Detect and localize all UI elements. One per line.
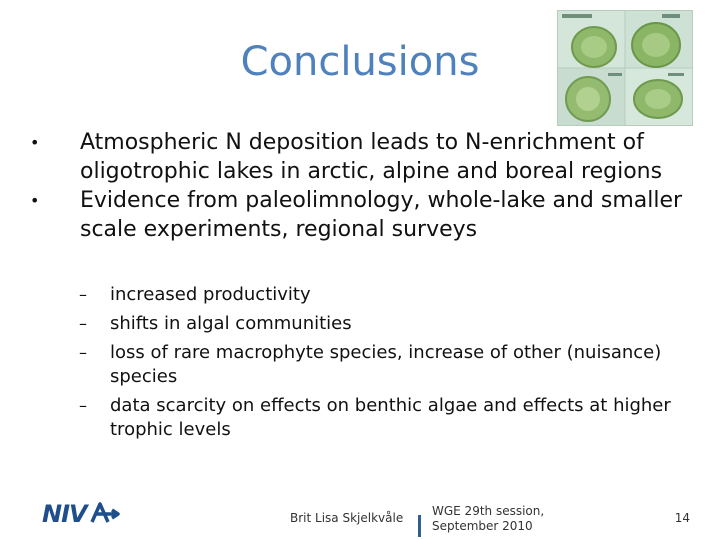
- sub-bullet-list: [0, 283, 690, 447]
- sub-bullet-text: loss of rare macrophyte species, increase of other (nuisance) species: [110, 342, 662, 387]
- bullet-text: Atmospheric N deposition leads to N-enrichment of oligotrophic lakes in arctic, alpine and boreal regions: [80, 130, 663, 184]
- slide-title: Conclusions: [240, 39, 480, 85]
- footer-author: Brit Lisa Skjelkvåle: [290, 511, 404, 525]
- sub-bullet-item: [0, 394, 690, 442]
- bullet-text: Evidence from paleolimnology, whole-lake and smaller scale experiments, regional surveys: [80, 188, 683, 242]
- bullet-glyph: •: [30, 133, 40, 152]
- footer-divider: [418, 515, 421, 537]
- algae-micrograph-image: [557, 10, 693, 126]
- dash-glyph: –: [79, 343, 87, 362]
- bullet-item: [0, 128, 700, 186]
- svg-text:NIV: NIV: [42, 500, 87, 528]
- bullet-glyph: •: [30, 191, 40, 210]
- footer-event: WGE 29th session, September 2010: [432, 504, 545, 533]
- dash-glyph: –: [79, 314, 87, 333]
- sub-bullet-item: [0, 283, 690, 307]
- bullet-item: [0, 186, 700, 244]
- dash-glyph: –: [79, 285, 87, 304]
- sub-bullet-text: increased productivity: [110, 284, 311, 305]
- dash-glyph: –: [79, 396, 87, 415]
- sub-bullet-item: [0, 341, 690, 389]
- sub-bullet-item: [0, 312, 690, 336]
- page-number: 14: [674, 511, 690, 525]
- sub-bullet-text: shifts in algal communities: [110, 313, 352, 334]
- main-bullet-list: [0, 128, 700, 244]
- niva-logo: [42, 500, 122, 532]
- sub-bullet-text: data scarcity on effects on benthic algae and effects at higher trophic levels: [110, 395, 671, 440]
